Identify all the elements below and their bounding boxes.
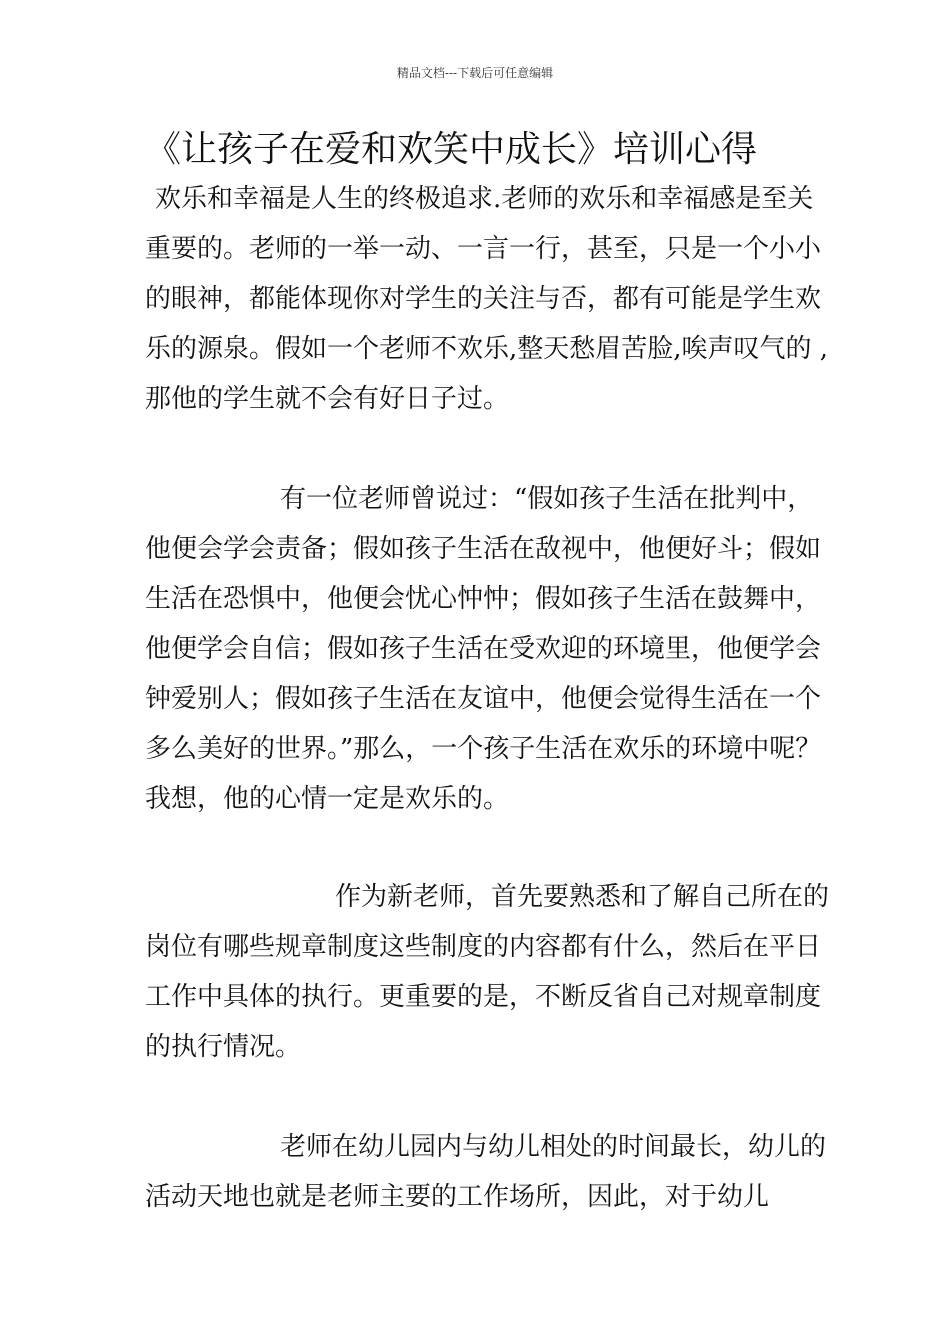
page-header: 精品文档---下载后可任意编辑: [396, 66, 554, 80]
paragraph-2: 有一位老师曾说过：“假如孩子生活在批判中，他便会学会责备；假如孩子生活在敌视中，他便好斗；假如生活在恐惧中，他便会忧心忡忡；假如孩子生活在鼓舞中，他便学会自信；假如孩子生活在受欢迎的环境里，他便学会钟爱别人；假如孩子生活在友谊中，他便会觉得生活在一个多么美好的世界。”那么，一个孩子生活在欢乐的环境中呢？我想，他的心情一定是欢乐的。: [145, 484, 822, 814]
paragraph-1: 欢乐和幸福是人生的终极追求.老师的欢乐和幸福感是至关重要的。老师的一举一动、一言一行，甚至，只是一个小小的眼神，都能体现你对学生的关注与否，都有可能是学生欢乐的源泉。假如一个老师不欢乐,整天愁眉苦脸,唉声叹气的 ,那他的学生就不会有好日子过。: [145, 184, 829, 414]
document-title: 《让孩子在爱和欢笑中成长》培训心得: [145, 129, 758, 170]
paragraph-3: 作为新老师，首先要熟悉和了解自己所在的岗位有哪些规章制度这些制度的内容都有什么，然后在平日工作中具体的执行。更重要的是，不断反省自己对规章制度的执行情况。: [145, 882, 830, 1062]
paragraph-4: 老师在幼儿园内与幼儿相处的时间最长，幼儿的活动天地也就是老师主要的工作场所，因此，对于幼儿: [145, 1132, 827, 1212]
